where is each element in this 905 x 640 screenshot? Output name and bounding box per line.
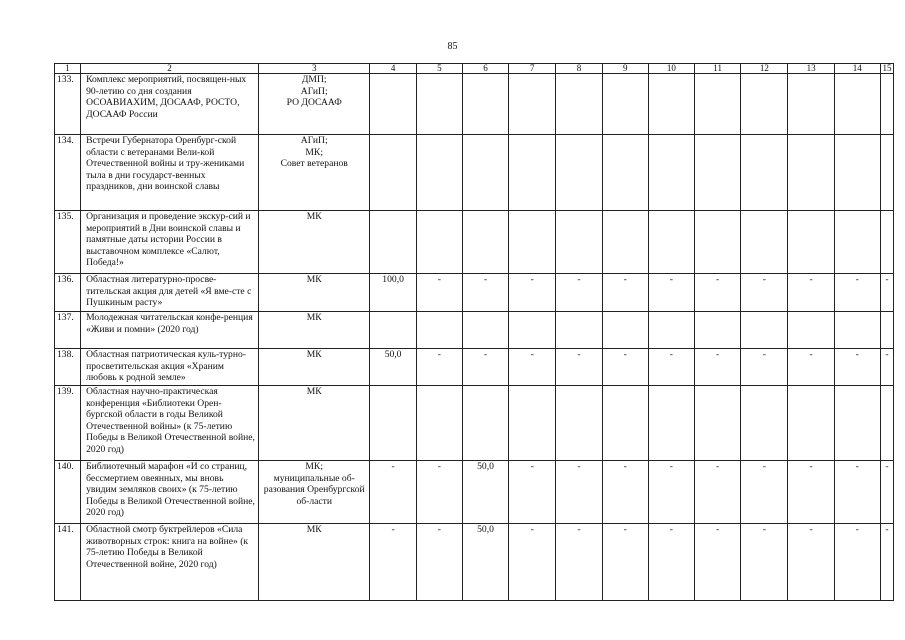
row-number: 133. — [55, 74, 81, 135]
funding-value — [556, 211, 602, 274]
column-header: 9 — [602, 64, 648, 74]
event-description: Областная литературно-просве-тительская акция для детей «Я вме-сте с Пушкиным расту» — [81, 274, 259, 312]
table-row — [55, 74, 894, 135]
funding-value: - — [648, 524, 694, 601]
header-row — [55, 64, 894, 74]
funding-value: - — [788, 274, 834, 312]
funding-value — [416, 74, 462, 135]
row-number: 134. — [55, 135, 81, 211]
funding-value — [416, 211, 462, 274]
event-description: Молодежная читательская конфе-ренция «Живи и помни» (2020 год) — [81, 312, 259, 349]
funding-value: - — [741, 274, 788, 312]
funding-value — [509, 74, 556, 135]
funding-value — [648, 312, 694, 349]
event-description: Областной смотр буктрейлеров «Сила животворных строк: книга на войне» (к 75-летию Победы в Великой Отечественной войне, 2020 год) — [81, 524, 259, 601]
column-header: 13 — [788, 64, 834, 74]
funding-value: - — [880, 461, 893, 524]
row-number: 135. — [55, 211, 81, 274]
column-header: 14 — [834, 64, 880, 74]
funding-value — [834, 74, 880, 135]
responsible-party: МК; муниципальные об-разования Оренбургской об-ласти — [258, 461, 370, 524]
funding-value: - — [695, 274, 741, 312]
funding-value: - — [695, 349, 741, 386]
funding-value: - — [741, 461, 788, 524]
responsible-party: МК — [258, 349, 370, 386]
funding-value — [695, 74, 741, 135]
row-number: 137. — [55, 312, 81, 349]
funding-value: - — [509, 349, 556, 386]
funding-value — [788, 211, 834, 274]
funding-value — [648, 386, 694, 461]
column-header: 5 — [416, 64, 462, 74]
funding-value: - — [834, 461, 880, 524]
funding-value: - — [648, 349, 694, 386]
funding-value: - — [462, 274, 508, 312]
table-row — [55, 135, 894, 211]
funding-value — [788, 386, 834, 461]
data-table — [54, 63, 894, 601]
event-description: Комплекс мероприятий, посвящен-ных 90-летию со дня создания ОСОАВИАХИМ, ДОСААФ, РОСТО, ДОСААФ России — [81, 74, 259, 135]
table-row — [55, 312, 894, 349]
column-header: 8 — [556, 64, 602, 74]
funding-value: - — [556, 349, 602, 386]
row-number: 136. — [55, 274, 81, 312]
funding-value: - — [880, 274, 893, 312]
funding-value — [462, 312, 508, 349]
funding-value: - — [880, 524, 893, 601]
table-row — [55, 524, 894, 601]
funding-value: - — [416, 524, 462, 601]
table-row — [55, 386, 894, 461]
funding-value: - — [509, 524, 556, 601]
funding-value: 50,0 — [462, 461, 508, 524]
funding-value: - — [556, 274, 602, 312]
funding-value: - — [834, 524, 880, 601]
responsible-party: МК — [258, 312, 370, 349]
table-row — [55, 461, 894, 524]
funding-value — [648, 74, 694, 135]
funding-value: - — [509, 274, 556, 312]
funding-value: 50,0 — [370, 349, 416, 386]
event-description: Библиотечный марафон «И со страниц, бессмертием овеянных, мы вновь увидим земляков своих» (к 75-летию Победы в Великой Отечественной войне, 2020 год) — [81, 461, 259, 524]
funding-value — [741, 74, 788, 135]
funding-value — [834, 135, 880, 211]
funding-value — [556, 74, 602, 135]
row-number: 138. — [55, 349, 81, 386]
column-header: 7 — [509, 64, 556, 74]
table-row — [55, 211, 894, 274]
funding-value — [509, 135, 556, 211]
event-description: Областная научно-практическая конференция «Библиотеки Орен-бургской области в годы Великой Отечественной войны» (к 75-летию Победы в Великой Отечественной войне, 2020 год) — [81, 386, 259, 461]
funding-value: - — [602, 349, 648, 386]
funding-value — [602, 211, 648, 274]
funding-value — [416, 135, 462, 211]
funding-value: - — [648, 274, 694, 312]
table-row — [55, 349, 894, 386]
funding-value: - — [834, 274, 880, 312]
funding-value: - — [648, 461, 694, 524]
funding-value — [880, 386, 893, 461]
page-number: 85 — [447, 41, 458, 52]
event-description: Организация и проведение экскур-сий и мероприятий в Дни воинской славы и памятные даты истории России в выставочном комплексе «Салют, Победа!» — [81, 211, 259, 274]
funding-value: - — [602, 524, 648, 601]
column-header: 1 — [55, 64, 81, 74]
funding-value — [462, 74, 508, 135]
row-number: 140. — [55, 461, 81, 524]
funding-value — [695, 135, 741, 211]
funding-value: - — [416, 461, 462, 524]
responsible-party: ДМП; АГиП; РО ДОСААФ — [258, 74, 370, 135]
funding-value — [509, 211, 556, 274]
funding-value — [509, 312, 556, 349]
row-number: 139. — [55, 386, 81, 461]
funding-value — [416, 386, 462, 461]
funding-value — [509, 386, 556, 461]
funding-value — [462, 135, 508, 211]
funding-value: - — [695, 461, 741, 524]
funding-value: - — [556, 524, 602, 601]
funding-value: - — [741, 349, 788, 386]
responsible-party: МК — [258, 211, 370, 274]
funding-value — [834, 312, 880, 349]
responsible-party: МК — [258, 386, 370, 461]
funding-value — [648, 211, 694, 274]
funding-value — [788, 312, 834, 349]
funding-value — [834, 386, 880, 461]
funding-value: - — [788, 349, 834, 386]
funding-value: - — [416, 349, 462, 386]
column-header: 6 — [462, 64, 508, 74]
funding-value: - — [509, 461, 556, 524]
funding-value: - — [695, 524, 741, 601]
funding-value — [880, 135, 893, 211]
funding-value — [788, 135, 834, 211]
funding-value: - — [602, 274, 648, 312]
funding-value: - — [880, 349, 893, 386]
funding-value — [741, 211, 788, 274]
funding-value — [370, 211, 416, 274]
funding-value — [602, 312, 648, 349]
column-header: 2 — [81, 64, 259, 74]
funding-value — [462, 386, 508, 461]
funding-value — [556, 312, 602, 349]
funding-value: - — [602, 461, 648, 524]
funding-value — [370, 135, 416, 211]
funding-value — [370, 312, 416, 349]
funding-value — [834, 211, 880, 274]
funding-value — [556, 135, 602, 211]
column-header: 12 — [741, 64, 788, 74]
funding-value: - — [370, 461, 416, 524]
funding-value — [602, 74, 648, 135]
column-header: 3 — [258, 64, 370, 74]
funding-value — [416, 312, 462, 349]
funding-value — [695, 211, 741, 274]
funding-value: 100,0 — [370, 274, 416, 312]
responsible-party: МК — [258, 524, 370, 601]
responsible-party: АГиП; МК; Совет ветеранов — [258, 135, 370, 211]
column-header: 15 — [880, 64, 893, 74]
column-header: 4 — [370, 64, 416, 74]
funding-value — [741, 312, 788, 349]
funding-value: - — [788, 524, 834, 601]
funding-value — [462, 211, 508, 274]
event-description: Областная патриотическая куль-турно-просветительская акция «Храним любовь к родной земле» — [81, 349, 259, 386]
funding-value — [741, 386, 788, 461]
table-row — [55, 274, 894, 312]
funding-value: - — [834, 349, 880, 386]
responsible-party: МК — [258, 274, 370, 312]
funding-value: - — [741, 524, 788, 601]
funding-value — [370, 386, 416, 461]
funding-value — [370, 74, 416, 135]
funding-value — [602, 386, 648, 461]
funding-value — [556, 386, 602, 461]
funding-value: - — [370, 524, 416, 601]
event-description: Встречи Губернатора Оренбург-ской области с ветеранами Вели-кой Отечественной войны и тру-жениками тыла в дни государст-венных праздников, дни воинской славы — [81, 135, 259, 211]
column-header: 11 — [695, 64, 741, 74]
funding-value — [880, 74, 893, 135]
funding-value — [788, 74, 834, 135]
funding-value — [741, 135, 788, 211]
funding-value — [695, 312, 741, 349]
funding-value: - — [788, 461, 834, 524]
funding-value — [880, 211, 893, 274]
funding-value: - — [462, 349, 508, 386]
funding-value: 50,0 — [462, 524, 508, 601]
funding-value — [880, 312, 893, 349]
row-number: 141. — [55, 524, 81, 601]
funding-value — [602, 135, 648, 211]
funding-value — [695, 386, 741, 461]
funding-value: - — [556, 461, 602, 524]
funding-value — [648, 135, 694, 211]
funding-value: - — [416, 274, 462, 312]
column-header: 10 — [648, 64, 694, 74]
